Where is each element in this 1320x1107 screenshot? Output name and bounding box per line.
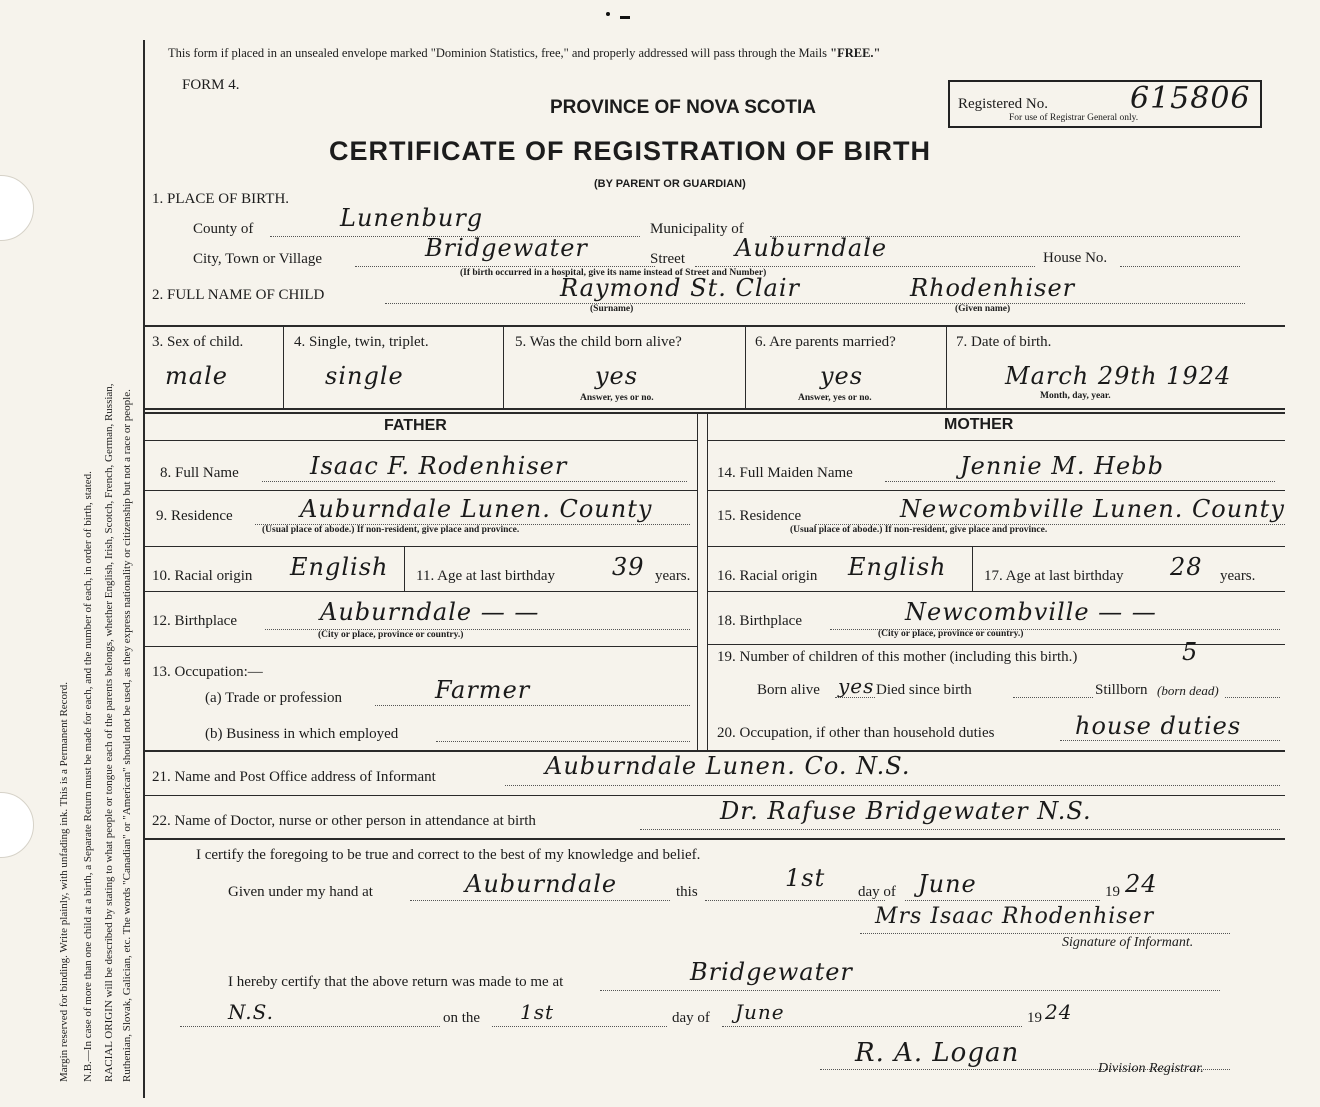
informant-value: Auburndale Lunen. Co. N.S.	[545, 752, 911, 780]
given-label: Given under my hand at	[228, 884, 373, 900]
ink-speck	[620, 16, 630, 19]
date-value: March 29th 1924	[1005, 362, 1232, 390]
informant-label: 21. Name and Post Office address of Informant	[152, 769, 436, 785]
father-name-rule	[262, 481, 687, 482]
mother-residence-label: 15. Residence	[717, 508, 802, 524]
mother-race-value: English	[848, 553, 947, 581]
province-rule	[180, 1026, 440, 1027]
street-value: Auburndale	[735, 234, 888, 262]
father-years-label: years.	[655, 568, 691, 584]
punch-hole-top	[0, 175, 34, 241]
rule	[708, 440, 1285, 441]
married-label: 6. Are parents married?	[755, 334, 896, 350]
occupation-label: 13. Occupation:—	[152, 664, 263, 680]
rule	[708, 644, 1285, 645]
margin-text-3: RACIAL ORIGIN will be described by stating to what people or tongue each of the parents belongs, whether English, Irish, Scotch, French, German, Russian,	[103, 383, 115, 1082]
trade-value: Farmer	[435, 676, 531, 704]
day-value: 1st	[785, 864, 826, 892]
rule	[708, 490, 1285, 491]
business-label: (b) Business in which employed	[205, 726, 399, 742]
mother-name-label: 14. Full Maiden Name	[717, 465, 853, 481]
day-of-label: day of	[858, 884, 896, 900]
father-residence-note: (Usual place of abode.) If non-resident, give place and province.	[262, 525, 520, 535]
informant-rule	[505, 785, 1280, 786]
mail-notice-text: This form if placed in an unsealed envelope marked "Dominion Statistics, free," and properly addressed will pass through the Mails	[168, 46, 827, 60]
house-label: House No.	[1043, 250, 1108, 266]
answer-note-5: Answer, yes or no.	[580, 393, 654, 403]
father-age-label: 11. Age at last birthday	[416, 568, 555, 584]
mail-notice	[168, 46, 880, 61]
trade-label: (a) Trade or profession	[205, 690, 343, 706]
rule	[145, 412, 1285, 414]
children-count-value: 5	[1182, 638, 1199, 666]
registrar-year-prefix: 19	[1027, 1010, 1042, 1026]
rule	[145, 591, 697, 592]
city-label: City, Town or Village	[193, 251, 323, 267]
mother-residence-note: (Usual place of abode.) If non-resident, give place and province.	[790, 525, 1048, 535]
rule	[707, 412, 708, 750]
mother-age-label: 17. Age at last birthday	[984, 568, 1124, 584]
given-place-value: Auburndale	[465, 870, 618, 898]
rule	[708, 546, 1285, 547]
margin-text-4: Ruthenian, Slovak, Galician, etc. The words "Canadian" or "American" should not be used, as they express nationality or citizenship but not a race or people.	[121, 389, 133, 1082]
plurality-label: 4. Single, twin, triplet.	[294, 334, 429, 350]
married-value: yes	[820, 362, 864, 390]
registrar-signature-label: Division Registrar.	[1098, 1061, 1204, 1076]
child-name-label: 2. FULL NAME OF CHILD	[152, 287, 325, 303]
stillborn-note: (born dead)	[1157, 683, 1219, 698]
surname-note: (Surname)	[590, 304, 634, 314]
house-rule	[1120, 266, 1240, 267]
child-surname-value: Rhodenhiser	[910, 274, 1076, 302]
certify-text: I certify the foregoing to be true and correct to the best of my knowledge and belief.	[196, 847, 701, 863]
stillborn-label: Stillborn	[1095, 682, 1148, 698]
registrar-day-value: 1st	[520, 1000, 555, 1024]
father-heading: FATHER	[384, 417, 447, 434]
child-given-value: Raymond St. Clair	[560, 274, 800, 302]
children-count-label: 19. Number of children of this mother (including this birth.)	[717, 649, 1078, 665]
rule	[145, 440, 697, 441]
city-value: Bridgewater	[425, 234, 588, 262]
registrar-place-value: Bridgewater	[690, 958, 853, 986]
mother-name-rule	[885, 481, 1275, 482]
doctor-rule	[640, 829, 1280, 830]
registrar-month-rule	[722, 1026, 1022, 1027]
punch-hole-bottom	[0, 792, 34, 858]
mother-birthplace-label: 18. Birthplace	[717, 613, 802, 629]
answer-note-6: Answer, yes or no.	[798, 393, 872, 403]
doctor-value: Dr. Rafuse Bridgewater N.S.	[720, 797, 1092, 825]
this-label: this	[676, 884, 698, 900]
registered-note: For use of Registrar General only.	[1009, 113, 1139, 123]
father-birthplace-note: (City or place, province or country.)	[318, 630, 464, 640]
mother-birthplace-value: Newcombville — —	[905, 598, 1157, 626]
father-birthplace-value: Auburndale — —	[320, 598, 540, 626]
margin-rule	[143, 40, 145, 1098]
county-value: Lunenburg	[340, 204, 484, 232]
municipality-label: Municipality of	[650, 221, 744, 237]
date-label: 7. Date of birth.	[956, 334, 1052, 350]
signature-rule	[860, 933, 1230, 934]
form-number: FORM 4.	[182, 77, 240, 93]
born-alive-count-value: yes	[838, 674, 875, 698]
year-value: 24	[1125, 870, 1158, 898]
rule	[145, 838, 1285, 840]
plurality-value: single	[325, 362, 404, 390]
father-race-label: 10. Racial origin	[152, 568, 253, 584]
street-label: Street	[650, 251, 685, 267]
on-the-label: on the	[443, 1010, 481, 1026]
business-rule	[436, 741, 690, 742]
registrar-day-of-label: day of	[672, 1010, 710, 1026]
doctor-label: 22. Name of Doctor, nurse or other person in attendance at birth	[152, 813, 536, 829]
year-prefix: 19	[1105, 884, 1120, 900]
ink-speck	[606, 12, 610, 16]
trade-rule	[375, 705, 690, 706]
rule	[697, 412, 698, 750]
city-rule	[355, 266, 655, 267]
registered-label: Registered No.	[958, 96, 1048, 112]
born-alive-value: yes	[595, 362, 639, 390]
rule	[145, 325, 1285, 327]
page-title: CERTIFICATE OF REGISTRATION OF BIRTH	[329, 136, 931, 166]
father-age-value: 39	[612, 553, 645, 581]
date-note: Month, day, year.	[1040, 391, 1111, 401]
mother-race-label: 16. Racial origin	[717, 568, 818, 584]
born-alive-count-label: Born alive	[757, 682, 820, 698]
sex-label: 3. Sex of child.	[152, 334, 244, 350]
rule	[745, 327, 746, 408]
rule	[708, 591, 1285, 592]
informant-signature: Mrs Isaac Rhodenhiser	[875, 904, 1155, 929]
rule	[145, 646, 697, 647]
father-name-label: 8. Full Name	[160, 465, 239, 481]
registrar-place-rule	[600, 990, 1220, 991]
street-rule	[695, 266, 1035, 267]
province-heading: PROVINCE OF NOVA SCOTIA	[550, 97, 817, 118]
rule	[145, 490, 697, 491]
registered-number: 615806	[1130, 81, 1251, 116]
mother-heading: MOTHER	[944, 416, 1014, 433]
rule	[145, 546, 697, 547]
father-race-value: English	[290, 553, 389, 581]
rule	[503, 327, 504, 408]
mail-notice-free: "FREE."	[830, 46, 881, 60]
registrar-year-value: 24	[1045, 1000, 1073, 1024]
born-alive-label: 5. Was the child born alive?	[515, 334, 682, 350]
father-residence-value: Auburndale Lunen. County	[300, 495, 653, 523]
margin-text-1: Margin reserved for binding. Write plainly, with unfading ink. This is a Permanent Record.	[58, 682, 70, 1082]
rule	[283, 327, 284, 408]
mother-age-value: 28	[1170, 553, 1203, 581]
given-note: (Given name)	[955, 304, 1011, 314]
rule	[145, 408, 1285, 410]
father-name-value: Isaac F. Rodenhiser	[310, 452, 568, 480]
month-value: June	[918, 870, 977, 898]
page-subtitle: (BY PARENT OR GUARDIAN)	[594, 178, 746, 190]
county-label: County of	[193, 221, 254, 237]
child-name-rule	[385, 303, 1245, 304]
registrar-text: I hereby certify that the above return was made to me at	[228, 974, 564, 990]
mother-occupation-value: house duties	[1075, 712, 1242, 740]
registrar-day-rule	[492, 1026, 667, 1027]
rule	[972, 547, 973, 591]
registrar-province-value: N.S.	[228, 1000, 274, 1024]
mother-name-value: Jennie M. Hebb	[960, 452, 1164, 480]
place-heading: 1. PLACE OF BIRTH.	[152, 191, 290, 207]
mother-birthplace-note: (City or place, province or country.)	[878, 629, 1024, 639]
rule	[946, 327, 947, 408]
father-birthplace-label: 12. Birthplace	[152, 613, 237, 629]
given-place-rule	[410, 900, 670, 901]
margin-text-2: N.B.—In case of more than one child at a birth, a Separate Return must be made for each, and the number of each, in order of birth, stated.	[82, 471, 94, 1082]
registrar-month-value: June	[735, 1000, 785, 1024]
died-label: Died since birth	[876, 682, 972, 698]
rule	[145, 795, 1285, 796]
month-rule	[905, 900, 1100, 901]
mother-years-label: years.	[1220, 568, 1256, 584]
father-residence-label: 9. Residence	[156, 508, 233, 524]
mother-occupation-rule	[1060, 740, 1280, 741]
died-rule	[1013, 697, 1093, 698]
signature-label: Signature of Informant.	[1062, 935, 1194, 950]
sex-value: male	[165, 362, 228, 390]
mother-residence-value: Newcombville Lunen. County	[900, 495, 1285, 523]
rule	[404, 547, 405, 591]
registrar-signature: R. A. Logan	[855, 1038, 1020, 1068]
hospital-note: (If birth occurred in a hospital, give its name instead of Street and Number)	[460, 268, 767, 278]
mother-occupation-label: 20. Occupation, if other than household duties	[717, 725, 995, 741]
stillborn-rule	[1225, 697, 1280, 698]
